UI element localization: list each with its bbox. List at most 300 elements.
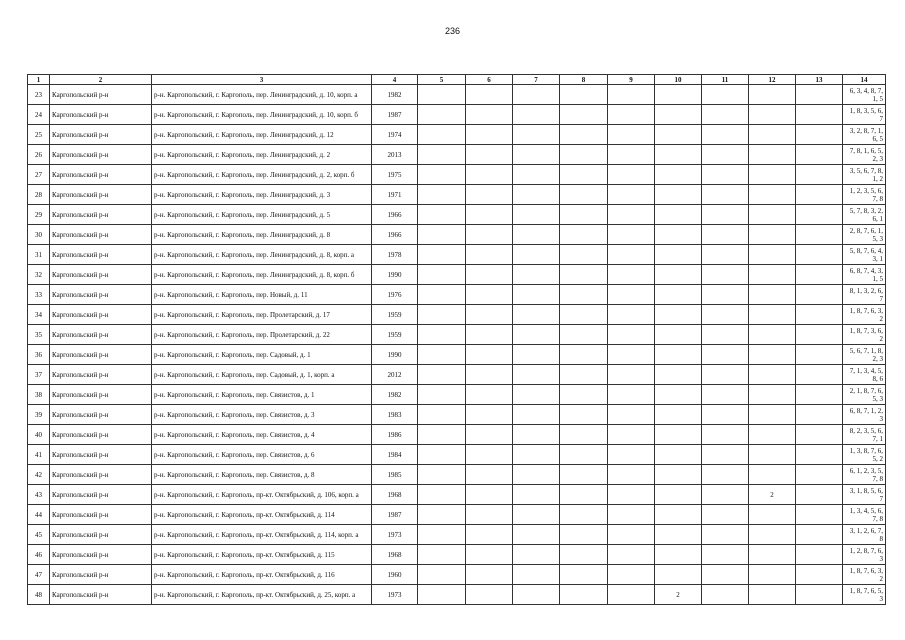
year-cell: 1987 xyxy=(372,505,418,525)
col12-cell xyxy=(749,205,796,225)
year-cell: 1982 xyxy=(372,85,418,105)
col11-cell xyxy=(702,425,749,445)
col9-cell xyxy=(608,265,655,285)
col7-cell xyxy=(513,545,560,565)
col14-cell: 2, 8, 7, 6, 1, 5, 3 xyxy=(843,225,886,245)
district-cell: Каргопольский р-н xyxy=(50,165,152,185)
col5-cell xyxy=(418,565,466,585)
col11-cell xyxy=(702,365,749,385)
col11-cell xyxy=(702,405,749,425)
col5-cell xyxy=(418,525,466,545)
address-cell: р-н. Каргопольский, г. Каргополь, пр-кт. Октябрьский, д. 106, корп. а xyxy=(152,485,372,505)
col14-cell: 6, 3, 4, 8, 7, 1, 5 xyxy=(843,85,886,105)
year-cell: 1985 xyxy=(372,465,418,485)
col9-cell xyxy=(608,405,655,425)
col14-cell: 1, 8, 7, 6, 3, 2 xyxy=(843,565,886,585)
col11-cell xyxy=(702,305,749,325)
col7-cell xyxy=(513,505,560,525)
col12-cell xyxy=(749,425,796,445)
row-number: 37 xyxy=(28,365,50,385)
col9-cell xyxy=(608,525,655,545)
col14-cell: 5, 8, 7, 6, 4, 3, 1 xyxy=(843,245,886,265)
col8-cell xyxy=(560,445,608,465)
col10-cell xyxy=(655,405,702,425)
col12-cell xyxy=(749,145,796,165)
col11-cell xyxy=(702,265,749,285)
table-row xyxy=(28,465,886,485)
row-number: 44 xyxy=(28,505,50,525)
row-number: 34 xyxy=(28,305,50,325)
col13-cell xyxy=(796,565,843,585)
col9-cell xyxy=(608,245,655,265)
col14-cell: 6, 8, 7, 4, 3, 1, 5 xyxy=(843,265,886,285)
col5-cell xyxy=(418,185,466,205)
column-header-5: 5 xyxy=(418,75,466,85)
district-cell: Каргопольский р-н xyxy=(50,565,152,585)
col12-cell xyxy=(749,505,796,525)
col11-cell xyxy=(702,445,749,465)
table-body xyxy=(28,85,886,605)
col14-cell: 1, 8, 7, 3, 6, 2 xyxy=(843,325,886,345)
col8-cell xyxy=(560,165,608,185)
col13-cell xyxy=(796,185,843,205)
district-cell: Каргопольский р-н xyxy=(50,425,152,445)
year-cell: 1959 xyxy=(372,325,418,345)
table-row xyxy=(28,185,886,205)
table-row xyxy=(28,545,886,565)
col11-cell xyxy=(702,145,749,165)
col8-cell xyxy=(560,425,608,445)
district-cell: Каргопольский р-н xyxy=(50,365,152,385)
col9-cell xyxy=(608,365,655,385)
col10-cell xyxy=(655,565,702,585)
col12-cell xyxy=(749,185,796,205)
col6-cell xyxy=(466,445,513,465)
col11-cell xyxy=(702,185,749,205)
column-header-13: 13 xyxy=(796,75,843,85)
address-cell: р-н. Каргопольский, г. Каргополь, пер. Ленинградский, д. 3 xyxy=(152,185,372,205)
col5-cell xyxy=(418,245,466,265)
col10-cell xyxy=(655,125,702,145)
col14-cell: 1, 2, 8, 7, 6, 3 xyxy=(843,545,886,565)
col13-cell xyxy=(796,125,843,145)
col8-cell xyxy=(560,205,608,225)
address-cell: р-н. Каргопольский, г. Каргополь, пер. Ленинградский, д. 10, корп. а xyxy=(152,85,372,105)
col5-cell xyxy=(418,385,466,405)
district-cell: Каргопольский р-н xyxy=(50,245,152,265)
col10-cell xyxy=(655,105,702,125)
col11-cell xyxy=(702,505,749,525)
col6-cell xyxy=(466,125,513,145)
col5-cell xyxy=(418,485,466,505)
col9-cell xyxy=(608,545,655,565)
col9-cell xyxy=(608,565,655,585)
col10-cell xyxy=(655,165,702,185)
table-row xyxy=(28,205,886,225)
col10-cell xyxy=(655,485,702,505)
col8-cell xyxy=(560,365,608,385)
col10-cell xyxy=(655,445,702,465)
col7-cell xyxy=(513,225,560,245)
col12-cell xyxy=(749,385,796,405)
address-cell: р-н. Каргопольский, г. Каргополь, пр-кт. Октябрьский, д. 115 xyxy=(152,545,372,565)
col11-cell xyxy=(702,345,749,365)
col14-cell: 1, 3, 4, 5, 6, 7, 8 xyxy=(843,505,886,525)
col10-cell xyxy=(655,245,702,265)
col14-cell: 5, 7, 8, 3, 2, 6, 1 xyxy=(843,205,886,225)
col13-cell xyxy=(796,245,843,265)
row-number: 36 xyxy=(28,345,50,365)
col8-cell xyxy=(560,345,608,365)
col13-cell xyxy=(796,265,843,285)
register-table xyxy=(27,74,886,605)
address-cell: р-н. Каргопольский, г. Каргополь, пер. Связистов, д. 1 xyxy=(152,385,372,405)
col8-cell xyxy=(560,145,608,165)
col6-cell xyxy=(466,265,513,285)
col11-cell xyxy=(702,225,749,245)
address-cell: р-н. Каргопольский, г. Каргополь, пер. Ленинградский, д. 5 xyxy=(152,205,372,225)
col6-cell xyxy=(466,405,513,425)
district-cell: Каргопольский р-н xyxy=(50,405,152,425)
table-row xyxy=(28,445,886,465)
col5-cell xyxy=(418,105,466,125)
district-cell: Каргопольский р-н xyxy=(50,205,152,225)
col7-cell xyxy=(513,465,560,485)
address-cell: р-н. Каргопольский, г. Каргополь, пер. Ленинградский, д. 8, корп. б xyxy=(152,265,372,285)
col13-cell xyxy=(796,545,843,565)
col7-cell xyxy=(513,405,560,425)
district-cell: Каргопольский р-н xyxy=(50,265,152,285)
address-cell: р-н. Каргопольский, г. Каргополь, пер. Ленинградский, д. 2 xyxy=(152,145,372,165)
address-cell: р-н. Каргопольский, г. Каргополь, пр-кт. Октябрьский, д. 114 xyxy=(152,505,372,525)
col11-cell xyxy=(702,285,749,305)
address-cell: р-н. Каргопольский, г. Каргополь, пер. Садовый, д. 1, корп. а xyxy=(152,365,372,385)
col13-cell xyxy=(796,445,843,465)
col8-cell xyxy=(560,525,608,545)
table-row xyxy=(28,165,886,185)
col5-cell xyxy=(418,205,466,225)
col6-cell xyxy=(466,345,513,365)
col5-cell xyxy=(418,505,466,525)
district-cell: Каргопольский р-н xyxy=(50,285,152,305)
col11-cell xyxy=(702,125,749,145)
col8-cell xyxy=(560,225,608,245)
column-header-1: 1 xyxy=(28,75,50,85)
col14-cell: 8, 1, 3, 2, 6, 7 xyxy=(843,285,886,305)
col6-cell xyxy=(466,385,513,405)
col6-cell xyxy=(466,305,513,325)
col5-cell xyxy=(418,445,466,465)
col12-cell xyxy=(749,585,796,605)
col7-cell xyxy=(513,305,560,325)
col6-cell xyxy=(466,145,513,165)
column-header-7: 7 xyxy=(513,75,560,85)
col14-cell: 6, 8, 7, 1, 2, 3 xyxy=(843,405,886,425)
row-number: 41 xyxy=(28,445,50,465)
table-row xyxy=(28,525,886,545)
col9-cell xyxy=(608,585,655,605)
year-cell: 1983 xyxy=(372,405,418,425)
year-cell: 1966 xyxy=(372,225,418,245)
col5-cell xyxy=(418,125,466,145)
col9-cell xyxy=(608,145,655,165)
col12-cell xyxy=(749,365,796,385)
col11-cell xyxy=(702,585,749,605)
table-row xyxy=(28,105,886,125)
col12-cell xyxy=(749,245,796,265)
col9-cell xyxy=(608,485,655,505)
col6-cell xyxy=(466,545,513,565)
col7-cell xyxy=(513,325,560,345)
col5-cell xyxy=(418,85,466,105)
col11-cell xyxy=(702,105,749,125)
col10-cell xyxy=(655,325,702,345)
col10-cell xyxy=(655,225,702,245)
col6-cell xyxy=(466,105,513,125)
col8-cell xyxy=(560,305,608,325)
col13-cell xyxy=(796,485,843,505)
col12-cell xyxy=(749,405,796,425)
col5-cell xyxy=(418,545,466,565)
col13-cell xyxy=(796,465,843,485)
address-cell: р-н. Каргопольский, г. Каргополь, пер. Ленинградский, д. 8, корп. а xyxy=(152,245,372,265)
col8-cell xyxy=(560,565,608,585)
col8-cell xyxy=(560,265,608,285)
table-row xyxy=(28,245,886,265)
col11-cell xyxy=(702,205,749,225)
address-cell: р-н. Каргопольский, г. Каргополь, пер. Связистов, д. 3 xyxy=(152,405,372,425)
col6-cell xyxy=(466,325,513,345)
table-row xyxy=(28,225,886,245)
table-row xyxy=(28,285,886,305)
col12-cell xyxy=(749,165,796,185)
col12-cell xyxy=(749,545,796,565)
col12-cell xyxy=(749,285,796,305)
col9-cell xyxy=(608,385,655,405)
year-cell: 2013 xyxy=(372,145,418,165)
col9-cell xyxy=(608,125,655,145)
table-row xyxy=(28,385,886,405)
col12-cell xyxy=(749,265,796,285)
table-row xyxy=(28,425,886,445)
col8-cell xyxy=(560,485,608,505)
col9-cell xyxy=(608,205,655,225)
year-cell: 1982 xyxy=(372,385,418,405)
col10-cell xyxy=(655,525,702,545)
table-row xyxy=(28,145,886,165)
col8-cell xyxy=(560,325,608,345)
col14-cell: 5, 6, 7, 1, 8, 2, 3 xyxy=(843,345,886,365)
year-cell: 1959 xyxy=(372,305,418,325)
col14-cell: 2, 1, 8, 7, 6, 5, 3 xyxy=(843,385,886,405)
col6-cell xyxy=(466,245,513,265)
year-cell: 1976 xyxy=(372,285,418,305)
col11-cell xyxy=(702,545,749,565)
col5-cell xyxy=(418,465,466,485)
col7-cell xyxy=(513,85,560,105)
row-number: 46 xyxy=(28,545,50,565)
col12-cell xyxy=(749,105,796,125)
year-cell: 1974 xyxy=(372,125,418,145)
col13-cell xyxy=(796,525,843,545)
col7-cell xyxy=(513,425,560,445)
col14-cell: 1, 3, 8, 7, 6, 5, 2 xyxy=(843,445,886,465)
col7-cell xyxy=(513,385,560,405)
district-cell: Каргопольский р-н xyxy=(50,385,152,405)
col10-cell xyxy=(655,285,702,305)
table-row xyxy=(28,505,886,525)
col7-cell xyxy=(513,345,560,365)
col8-cell xyxy=(560,585,608,605)
address-cell: р-н. Каргопольский, г. Каргополь, пр-кт. Октябрьский, д. 116 xyxy=(152,565,372,585)
col6-cell xyxy=(466,485,513,505)
row-number: 35 xyxy=(28,325,50,345)
col8-cell xyxy=(560,245,608,265)
col7-cell xyxy=(513,205,560,225)
address-cell: р-н. Каргопольский, г. Каргополь, пер. Ленинградский, д. 2, корп. б xyxy=(152,165,372,185)
col6-cell xyxy=(466,225,513,245)
table-row xyxy=(28,305,886,325)
column-header-4: 4 xyxy=(372,75,418,85)
col10-cell xyxy=(655,185,702,205)
col6-cell xyxy=(466,285,513,305)
column-header-2: 2 xyxy=(50,75,152,85)
col7-cell xyxy=(513,125,560,145)
page-number: 236 xyxy=(444,26,461,36)
district-cell: Каргопольский р-н xyxy=(50,345,152,365)
year-cell: 1986 xyxy=(372,425,418,445)
col13-cell xyxy=(796,325,843,345)
col8-cell xyxy=(560,385,608,405)
col5-cell xyxy=(418,425,466,445)
address-cell: р-н. Каргопольский, г. Каргополь, пер. Ленинградский, д. 12 xyxy=(152,125,372,145)
col5-cell xyxy=(418,365,466,385)
col6-cell xyxy=(466,205,513,225)
col12-cell xyxy=(749,525,796,545)
year-cell: 1990 xyxy=(372,345,418,365)
col12-cell xyxy=(749,465,796,485)
col7-cell xyxy=(513,285,560,305)
col13-cell xyxy=(796,225,843,245)
col5-cell xyxy=(418,145,466,165)
col5-cell xyxy=(418,225,466,245)
col8-cell xyxy=(560,545,608,565)
col6-cell xyxy=(466,365,513,385)
row-number: 32 xyxy=(28,265,50,285)
col11-cell xyxy=(702,465,749,485)
row-number: 48 xyxy=(28,585,50,605)
col12-cell xyxy=(749,345,796,365)
col14-cell: 3, 2, 8, 7, 1, 6, 5 xyxy=(843,125,886,145)
col13-cell xyxy=(796,385,843,405)
col9-cell xyxy=(608,185,655,205)
col13-cell xyxy=(796,285,843,305)
col7-cell xyxy=(513,245,560,265)
col14-cell: 1, 2, 3, 5, 6, 7, 8 xyxy=(843,185,886,205)
row-number: 30 xyxy=(28,225,50,245)
col12-cell xyxy=(749,565,796,585)
col13-cell xyxy=(796,425,843,445)
year-cell: 1973 xyxy=(372,525,418,545)
column-header-3: 3 xyxy=(152,75,372,85)
col14-cell: 3, 1, 2, 6, 7, 8 xyxy=(843,525,886,545)
year-cell: 1960 xyxy=(372,565,418,585)
col5-cell xyxy=(418,285,466,305)
district-cell: Каргопольский р-н xyxy=(50,225,152,245)
col11-cell xyxy=(702,165,749,185)
address-cell: р-н. Каргопольский, г. Каргополь, пер. Пролетарский, д. 22 xyxy=(152,325,372,345)
address-cell: р-н. Каргопольский, г. Каргополь, пер. Ленинградский, д. 10, корп. б xyxy=(152,105,372,125)
col8-cell xyxy=(560,185,608,205)
address-cell: р-н. Каргопольский, г. Каргополь, пер. Новый, д. 11 xyxy=(152,285,372,305)
table-row xyxy=(28,405,886,425)
col10-cell xyxy=(655,205,702,225)
col8-cell xyxy=(560,85,608,105)
district-cell: Каргопольский р-н xyxy=(50,105,152,125)
row-number: 25 xyxy=(28,125,50,145)
col13-cell xyxy=(796,205,843,225)
col11-cell xyxy=(702,385,749,405)
col12-cell xyxy=(749,125,796,145)
col6-cell xyxy=(466,165,513,185)
col9-cell xyxy=(608,505,655,525)
col9-cell xyxy=(608,425,655,445)
col13-cell xyxy=(796,105,843,125)
col7-cell xyxy=(513,185,560,205)
col11-cell xyxy=(702,325,749,345)
col8-cell xyxy=(560,285,608,305)
col9-cell xyxy=(608,465,655,485)
table-row xyxy=(28,365,886,385)
row-number: 38 xyxy=(28,385,50,405)
col10-cell xyxy=(655,265,702,285)
col10-cell xyxy=(655,305,702,325)
col12-cell xyxy=(749,325,796,345)
address-cell: р-н. Каргопольский, г. Каргополь, пер. Связистов, д. 6 xyxy=(152,445,372,465)
address-cell: р-н. Каргопольский, г. Каргополь, пр-кт. Октябрьский, д. 25, корп. а xyxy=(152,585,372,605)
district-cell: Каргопольский р-н xyxy=(50,185,152,205)
col6-cell xyxy=(466,185,513,205)
col9-cell xyxy=(608,165,655,185)
col12-cell xyxy=(749,85,796,105)
district-cell: Каргопольский р-н xyxy=(50,545,152,565)
header-row xyxy=(28,75,886,85)
col7-cell xyxy=(513,105,560,125)
col14-cell: 8, 2, 3, 5, 6, 7, 1 xyxy=(843,425,886,445)
column-header-9: 9 xyxy=(608,75,655,85)
row-number: 31 xyxy=(28,245,50,265)
col8-cell xyxy=(560,465,608,485)
year-cell: 1968 xyxy=(372,485,418,505)
column-header-6: 6 xyxy=(466,75,513,85)
col5-cell xyxy=(418,165,466,185)
table-row xyxy=(28,85,886,105)
col13-cell xyxy=(796,305,843,325)
col10-cell xyxy=(655,365,702,385)
column-header-10: 10 xyxy=(655,75,702,85)
col7-cell xyxy=(513,165,560,185)
year-cell: 1978 xyxy=(372,245,418,265)
col11-cell xyxy=(702,565,749,585)
col12-cell: 2 xyxy=(749,485,796,505)
col6-cell xyxy=(466,525,513,545)
district-cell: Каргопольский р-н xyxy=(50,485,152,505)
address-cell: р-н. Каргопольский, г. Каргополь, пер. Садовый, д. 1 xyxy=(152,345,372,365)
col10-cell xyxy=(655,385,702,405)
row-number: 28 xyxy=(28,185,50,205)
district-cell: Каргопольский р-н xyxy=(50,325,152,345)
col10-cell: 2 xyxy=(655,585,702,605)
